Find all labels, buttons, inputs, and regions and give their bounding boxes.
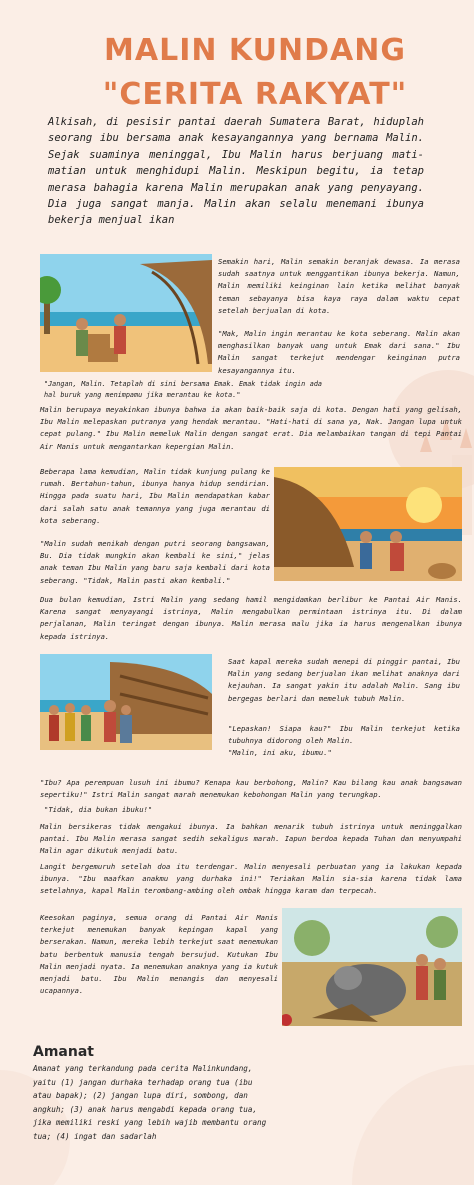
story-paragraph-10: "Lepaskan! Siapa kau?" Ibu Malin terkejut ketika tubuhnya didorong oleh Malin. — [228, 724, 460, 746]
story-paragraph-11: "Malin, ini aku, ibumu." — [228, 748, 332, 757]
page-subtitle: "CERITA RAKYAT" — [102, 77, 408, 112]
story-paragraph-2: Semakin hari, Malin semakin beranjak dewasa. Ia merasa sudah saatnya untuk menggantikan ibunya bekerja. Namun, Malin memiliki keinginan lain ketika melihat banyak teman sebayanya bisa kaya raya dalam waktu cepat setelah berjualan di kota. — [218, 257, 460, 315]
story-paragraph-9: Saat kapal mereka sudah menepi di pinggir pantai, Ibu Malin yang sedang berjualan ikan melihat anaknya dari kejauhan. Ia sangat yakin itu adalah Malin. Sang ibu bergegas berlari dan memeluk tubuh Malin. — [228, 657, 460, 703]
story-paragraph-8: Dua bulan kemudian, Istri Malin yang sedang hamil mengidamkan berlibur ke Pantai Air Manis. Karena sangat menyayangi istrinya, Malin mengabulkan permintaan istrinya itu. Di dalam perjalanan, Malin teringat dengan ibunya. Malin merasa malu jika ia harus mengenalkan ibunya kepada istrinya. — [40, 595, 462, 641]
illustration-stone-malin — [282, 908, 462, 1026]
amanat-paragraph: Amanat yang terkandung pada cerita Malinkundang, yaitu (1) jangan durhaka terhadap orang tua (ibu atau bapak); (2) jangan lupa diri, sombong, dan angkuh; (3) anak harus mengabdi kepada orang tua, jika memiliki reski yang lebih wajib membantu orang tua; (4) ingat dan sadarlah — [33, 1064, 267, 1141]
intro-paragraph: Alkisah, di pesisir pantai daerah Sumatera Barat, hiduplah seorang ibu bersama anak kesayangannya yang bernama Malin. Sejak suaminya meninggal, Ibu Malin harus berjuang mati-matian untuk menghidupi Malin. Meskipun begitu, ia tetap merasa bahagia karena Malin merupakan anak yang penyayang. Dia juga sangat manja. Malin akan selalu menemani ibunya bekerja menjual ikan — [48, 116, 424, 227]
story-paragraph-6: Beberapa lama kemudian, Malin tidak kunjung pulang ke rumah. Bertahun-tahun, ibunya hanya hidup sendirian. Hingga pada suatu hari, Ibu Malin mendapatkan kabar dari salah satu anak temannya yang juga merantau di kota seberang. — [40, 467, 270, 525]
illustration-beach-departure — [40, 254, 212, 372]
illustration-reunion — [40, 654, 212, 750]
page-title: MALIN KUNDANG — [104, 33, 406, 68]
story-paragraph-16: Keesokan paginya, semua orang di Pantai Air Manis terkejut menemukan banyak kepingan kapal yang berserakan. Namun, mereka lebih terkejut saat menemukan batu berbentuk manusia tengah bersujud. Kutukan Ibu Malin menjadi nyata. Ia menemukan anaknya yang ia kutuk menjadi batu. Ibu Malin menangis dan menyesali ucapannya. — [40, 913, 278, 996]
story-paragraph-7: "Malin sudah menikah dengan putri seorang bangsawan, Bu. Dia tidak mungkin akan kembali ke sini," jelas anak teman Ibu Malin yang baru saja kembali dari kota seberang. "Tidak, Malin pasti akan kembali." — [40, 539, 270, 585]
story-paragraph-13: "Tidak, dia bukan ibuku!" — [44, 805, 153, 814]
story-paragraph-4: "Jangan, Malin. Tetaplah di sini bersama Emak. Emak tidak ingin ada hal buruk yang menimpamu jika merantau ke kota." — [44, 380, 322, 399]
story-paragraph-14: Malin bersikeras tidak mengakui ibunya. Ia bahkan menarik tubuh istrinya untuk meninggalkan pantai. Ibu Malin merasa sangat sedih sekaligus marah. Iapun berdoa kepada Tuhan dan menyumpahi Malin agar dikutuk menjadi batu. — [40, 822, 462, 856]
story-paragraph-5: Malin berupaya meyakinkan ibunya bahwa ia akan baik-baik saja di kota. Dengan hati yang gelisah, Ibu Malin melepaskan putranya yang hendak merantau. "Hati-hati di sana ya, Nak. Jangan lupa untuk cepat pulang." Ibu Malin memeluk Malin dengan sangat erat. Dia melambaikan tangan di tepi Pantai Air Manis untuk mengantarkan kepergian Malin. — [40, 405, 462, 451]
story-paragraph-12: "Ibu? Apa perempuan lusuh ini ibumu? Kenapa kau berbohong, Malin? Kau bilang kau anak bangsawan sepertiku!" Istri Malin sangat marah menemukan kebohongan Malin yang terungkap. — [40, 778, 462, 800]
amanat-heading: Amanat — [33, 1044, 94, 1060]
story-paragraph-3: "Mak, Malin ingin merantau ke kota seberang. Malin akan menghasilkan banyak uang untuk Emak dari sana." Ibu Malin sangat terkejut mendengar keinginan putra kesayangannya itu. — [218, 329, 460, 375]
illustration-sunset-news — [274, 467, 462, 581]
story-paragraph-15: Langit bergemuruh setelah doa itu terdengar. Malin menyesali perbuatan yang ia lakukan kepada ibunya. "Ibu maafkan anakmu yang durhaka ini!" Teriakan Malin sia-sia karena tidak lama setelahnya, kapal Malin terombang-ambing oleh ombak hingga karam dan terpecah. — [40, 862, 462, 896]
